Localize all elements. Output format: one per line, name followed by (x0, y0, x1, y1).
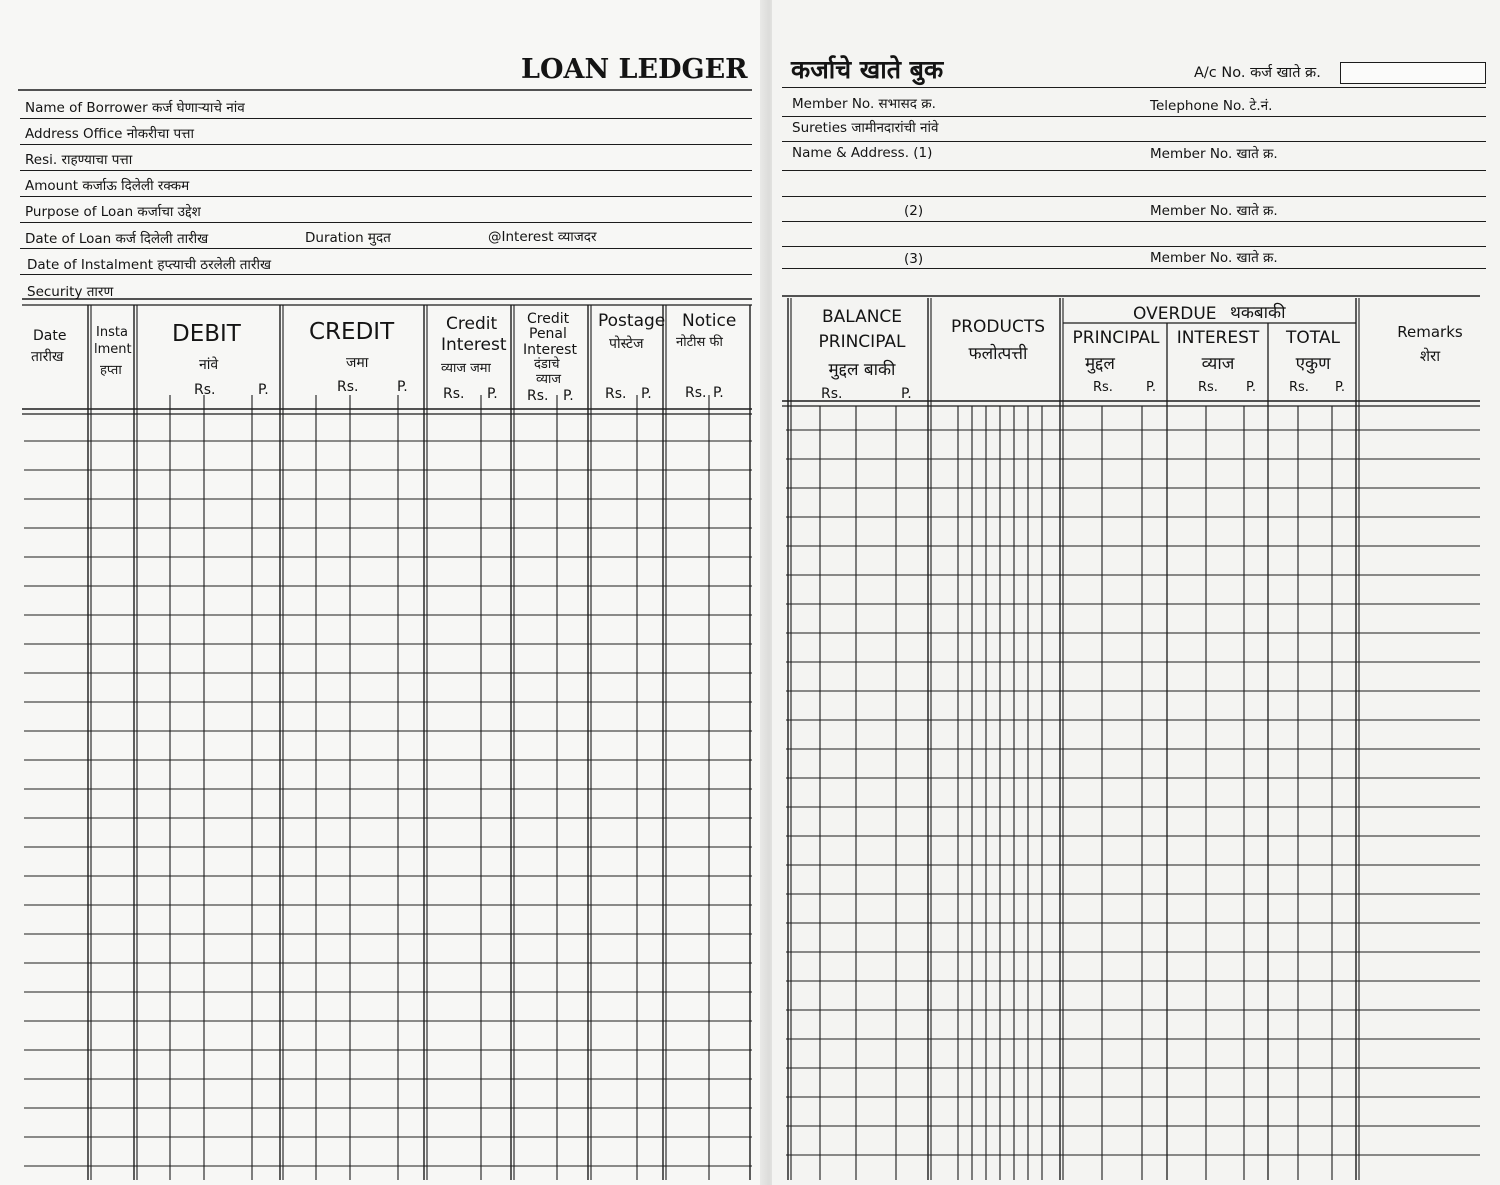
od-interest-header-mr: व्याज (1201, 354, 1235, 374)
postage-header-mr: पोस्टेज (609, 336, 644, 352)
notice-header-mr: नोटीस फी (676, 335, 723, 350)
surety-1-line-a[interactable] (782, 170, 1486, 171)
duration-label: Duration मुदत (305, 230, 391, 246)
credit-p-label: P. (397, 379, 408, 395)
penal-interest-header-3: Interest (523, 342, 577, 358)
surety-3-line[interactable] (782, 268, 1486, 269)
postage-rs-label: Rs. (605, 386, 627, 402)
page-title-marathi: कर्जाचे खाते बुक (791, 55, 944, 84)
debit-rs-label: Rs. (194, 382, 216, 398)
residence-line[interactable] (20, 170, 752, 171)
surety-1-line-b[interactable] (782, 196, 1486, 197)
instalment-header-2: lment (94, 342, 132, 357)
debit-header-mr: नांवे (199, 357, 219, 373)
notice-p-label: P. (713, 385, 724, 401)
penal-interest-rs-label: Rs. (527, 388, 549, 404)
address-office-line[interactable] (20, 144, 752, 145)
od-interest-rs-label: Rs. (1198, 380, 1218, 395)
balance-header-mr: मुद्दल बाकी (828, 360, 896, 380)
od-total-p-label: P. (1335, 380, 1345, 395)
security-label: Security तारण (27, 284, 114, 300)
purpose-line[interactable] (20, 222, 752, 223)
member-no-label: Member No. सभासद क्र. (792, 96, 936, 112)
purpose-label: Purpose of Loan कर्जाचा उद्देश (25, 204, 201, 220)
credit-interest-header-1: Credit (446, 314, 498, 334)
od-principal-header: PRINCIPAL (1072, 328, 1160, 348)
penal-interest-header-mr1: दंडाचे (534, 357, 560, 372)
surety-2-label: (2) (904, 203, 924, 219)
balance-p-label: P. (901, 386, 912, 402)
credit-interest-header-mr: व्याज जमा (441, 361, 491, 376)
instalment-header-mr: हप्ता (100, 363, 122, 378)
od-total-rs-label: Rs. (1289, 380, 1309, 395)
address-office-label: Address Office नोकरीचा पत्ता (25, 126, 194, 142)
od-interest-header: INTEREST (1176, 328, 1260, 348)
amount-line[interactable] (20, 196, 752, 197)
title-rule-right (782, 87, 1486, 88)
products-header: PRODUCTS (950, 317, 1046, 337)
page-title: LOAN LEDGER (521, 54, 748, 85)
date-of-loan-line[interactable] (20, 248, 752, 249)
date-header: Date (33, 328, 67, 344)
surety-1-name-label: Name & Address. (1) (792, 145, 933, 161)
penal-interest-header-1: Credit (527, 311, 570, 327)
credit-header: CREDIT (309, 319, 395, 345)
od-principal-header-mr: मुद्दल (1085, 354, 1115, 374)
surety-3-label: (3) (904, 251, 924, 267)
remarks-header-mr: शेरा (1419, 347, 1441, 365)
date-header-mr: तारीख (31, 349, 64, 365)
remarks-header: Remarks (1397, 323, 1463, 341)
notice-rs-label: Rs. (685, 385, 707, 401)
credit-rs-label: Rs. (337, 379, 359, 395)
overdue-header-mr: थकबाकी (1230, 303, 1286, 323)
surety-1-member-label: Member No. खाते क्र. (1150, 146, 1278, 162)
od-principal-p-label: P. (1146, 380, 1156, 395)
member-no-line[interactable] (782, 116, 1486, 117)
postage-header: Postage (598, 311, 666, 331)
residence-label: Resi. राहण्याचा पत्ता (25, 152, 133, 168)
telephone-label: Telephone No. टे.नं. (1150, 98, 1273, 114)
sureties-line[interactable] (782, 141, 1486, 142)
credit-header-mr: जमा (346, 355, 369, 371)
penal-interest-header-2: Penal (529, 326, 567, 342)
surety-2-member-label: Member No. खाते क्र. (1150, 203, 1278, 219)
credit-interest-p-label: P. (487, 386, 498, 402)
notice-header: Notice (682, 311, 737, 331)
instalment-header-1: Insta (96, 325, 128, 340)
balance-rs-label: Rs. (821, 386, 843, 402)
date-of-loan-label: Date of Loan कर्ज दिलेली तारीख (25, 231, 209, 247)
od-principal-rs-label: Rs. (1093, 380, 1113, 395)
account-no-label: A/c No. कर्ज खाते क्र. (1194, 65, 1321, 81)
interest-rate-label: @Interest व्याजदर (488, 229, 597, 245)
products-header-mr: फलोत्पत्ती (968, 344, 1028, 364)
borrower-name-line[interactable] (20, 118, 752, 119)
od-total-header-mr: एकुण (1295, 354, 1331, 374)
borrower-name-label: Name of Borrower कर्ज घेणाऱ्याचे नांव (25, 100, 245, 116)
instalment-date-line[interactable] (20, 274, 752, 275)
surety-2-line-b[interactable] (782, 246, 1486, 247)
debit-header: DEBIT (172, 321, 241, 347)
balance-header-1: BALANCE (821, 307, 903, 327)
credit-interest-rs-label: Rs. (443, 386, 465, 402)
instalment-date-label: Date of Instalment हप्त्याची ठरलेली तारीख (27, 257, 271, 273)
amount-label: Amount कर्जाऊ दिलेली रक्कम (25, 178, 190, 194)
sureties-label: Sureties जामीनदारांची नांवे (792, 120, 939, 136)
debit-p-label: P. (258, 382, 269, 398)
right-page (772, 0, 1500, 1185)
balance-header-2: PRINCIPAL (818, 332, 906, 352)
surety-2-line-a[interactable] (782, 221, 1486, 222)
credit-interest-header-2: Interest (441, 335, 507, 355)
penal-interest-p-label: P. (563, 388, 574, 404)
od-interest-p-label: P. (1246, 380, 1256, 395)
right-ledger-grid (772, 0, 1500, 1185)
overdue-header: OVERDUE (1133, 304, 1217, 324)
od-total-header: TOTAL (1286, 328, 1340, 348)
surety-3-member-label: Member No. खाते क्र. (1150, 250, 1278, 266)
account-no-box[interactable] (1340, 62, 1486, 84)
postage-p-label: P. (641, 386, 652, 402)
penal-interest-header-mr2: व्याज (536, 372, 561, 387)
